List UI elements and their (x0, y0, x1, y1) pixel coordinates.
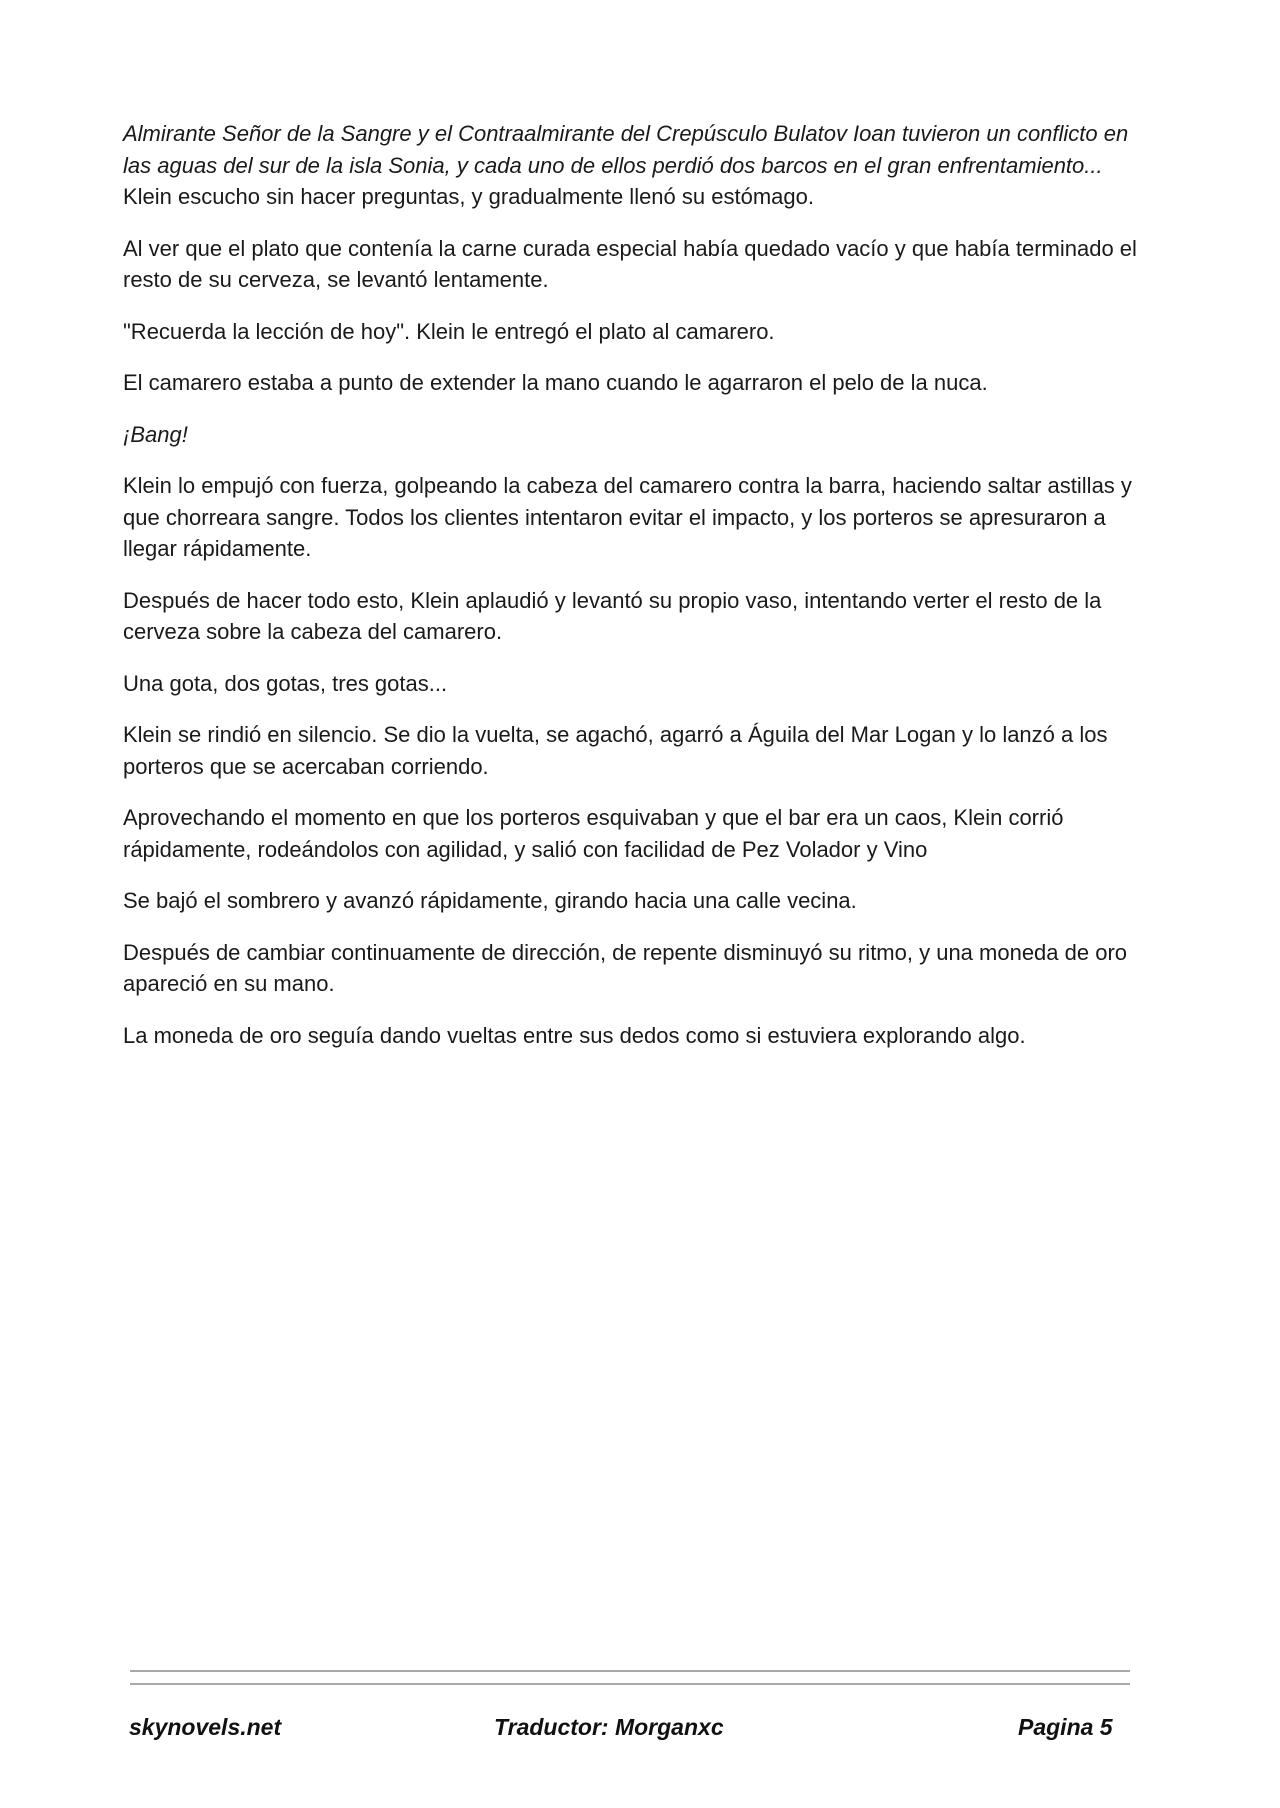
paragraph-6 (123, 470, 1143, 565)
paragraph-4 (123, 367, 1143, 399)
footer-divider-bottom (130, 1683, 1130, 1685)
paragraph-1 (123, 118, 1143, 213)
paragraph-13 (123, 1020, 1143, 1052)
footer-divider-top (130, 1670, 1130, 1672)
footer-translator: Traductor: Morganxc (494, 1714, 724, 1740)
footer-page-number: Pagina 5 (1018, 1714, 1113, 1740)
paragraph-7-text: Después de hacer todo esto, Klein aplaudió y levantó su propio vaso, intentando verter el resto de la cerveza sobre la cabeza del camarero. (123, 587, 1102, 644)
paragraph-9-text: Klein se rindió en silencio. Se dio la vuelta, se agachó, agarró a Águila del Mar Logan y lo lanzó a los porteros que se acercaban corriendo. (123, 722, 1108, 779)
paragraph-4-text: El camarero estaba a punto de extender la mano cuando le agarraron el pelo de la nuca. (123, 370, 988, 395)
paragraph-10-text: Aprovechando el momento en que los porteros esquivaban y que el bar era un caos, Klein corrió rápidamente, rodeándolos con agilidad, y salió con facilidad de Pez Volador y Vino (123, 805, 1064, 862)
paragraph-8 (123, 668, 1143, 700)
paragraph-2-text: Al ver que el plato que contenía la carne curada especial había quedado vacío y que había terminado el resto de su cerveza, se levantó lentamente. (123, 235, 1137, 292)
paragraph-12-text: Después de cambiar continuamente de dirección, de repente disminuyó su ritmo, y una moneda de oro apareció en su mano. (123, 939, 1128, 996)
paragraph-13-text: La moneda de oro seguía dando vueltas entre sus dedos como si estuviera explorando algo. (123, 1022, 1026, 1048)
paragraph-12 (123, 937, 1143, 1000)
page-footer (0, 1714, 1280, 1750)
paragraph-10 (123, 802, 1143, 865)
paragraph-3 (123, 316, 1143, 348)
paragraph-1-italic: Almirante Señor de la Sangre y el Contraalmirante del Crepúsculo Bulatov Ioan tuvieron un conflicto en las aguas del sur de la isla Sonia, y cada uno de ellos perdió dos barcos en el gran enfrentamiento... (123, 121, 1129, 178)
footer-site: skynovels.net (129, 1714, 282, 1740)
paragraph-2 (123, 233, 1143, 296)
paragraph-8-text: Una gota, dos gotas, tres gotas... (123, 670, 448, 696)
paragraph-5 (123, 419, 1143, 451)
paragraph-11 (123, 885, 1143, 917)
paragraph-11-text: Se bajó el sombrero y avanzó rápidamente, girando hacia una calle vecina. (123, 888, 857, 913)
paragraph-3-text: "Recuerda la lección de hoy". Klein le entregó el plato al camarero. (123, 318, 775, 344)
paragraph-5-italic: ¡Bang! (123, 421, 188, 447)
paragraph-9 (123, 719, 1143, 782)
document-body (123, 118, 1143, 1071)
paragraph-1-text: Klein escucho sin hacer preguntas, y gradualmente llenó su estómago. (123, 184, 814, 209)
paragraph-7 (123, 585, 1143, 648)
paragraph-6-text: Klein lo empujó con fuerza, golpeando la cabeza del camarero contra la barra, haciendo saltar astillas y que chorreara sangre. Todos los clientes intentaron evitar el impacto, y los porteros se apresuraron a llegar rápidamente. (123, 473, 1132, 561)
